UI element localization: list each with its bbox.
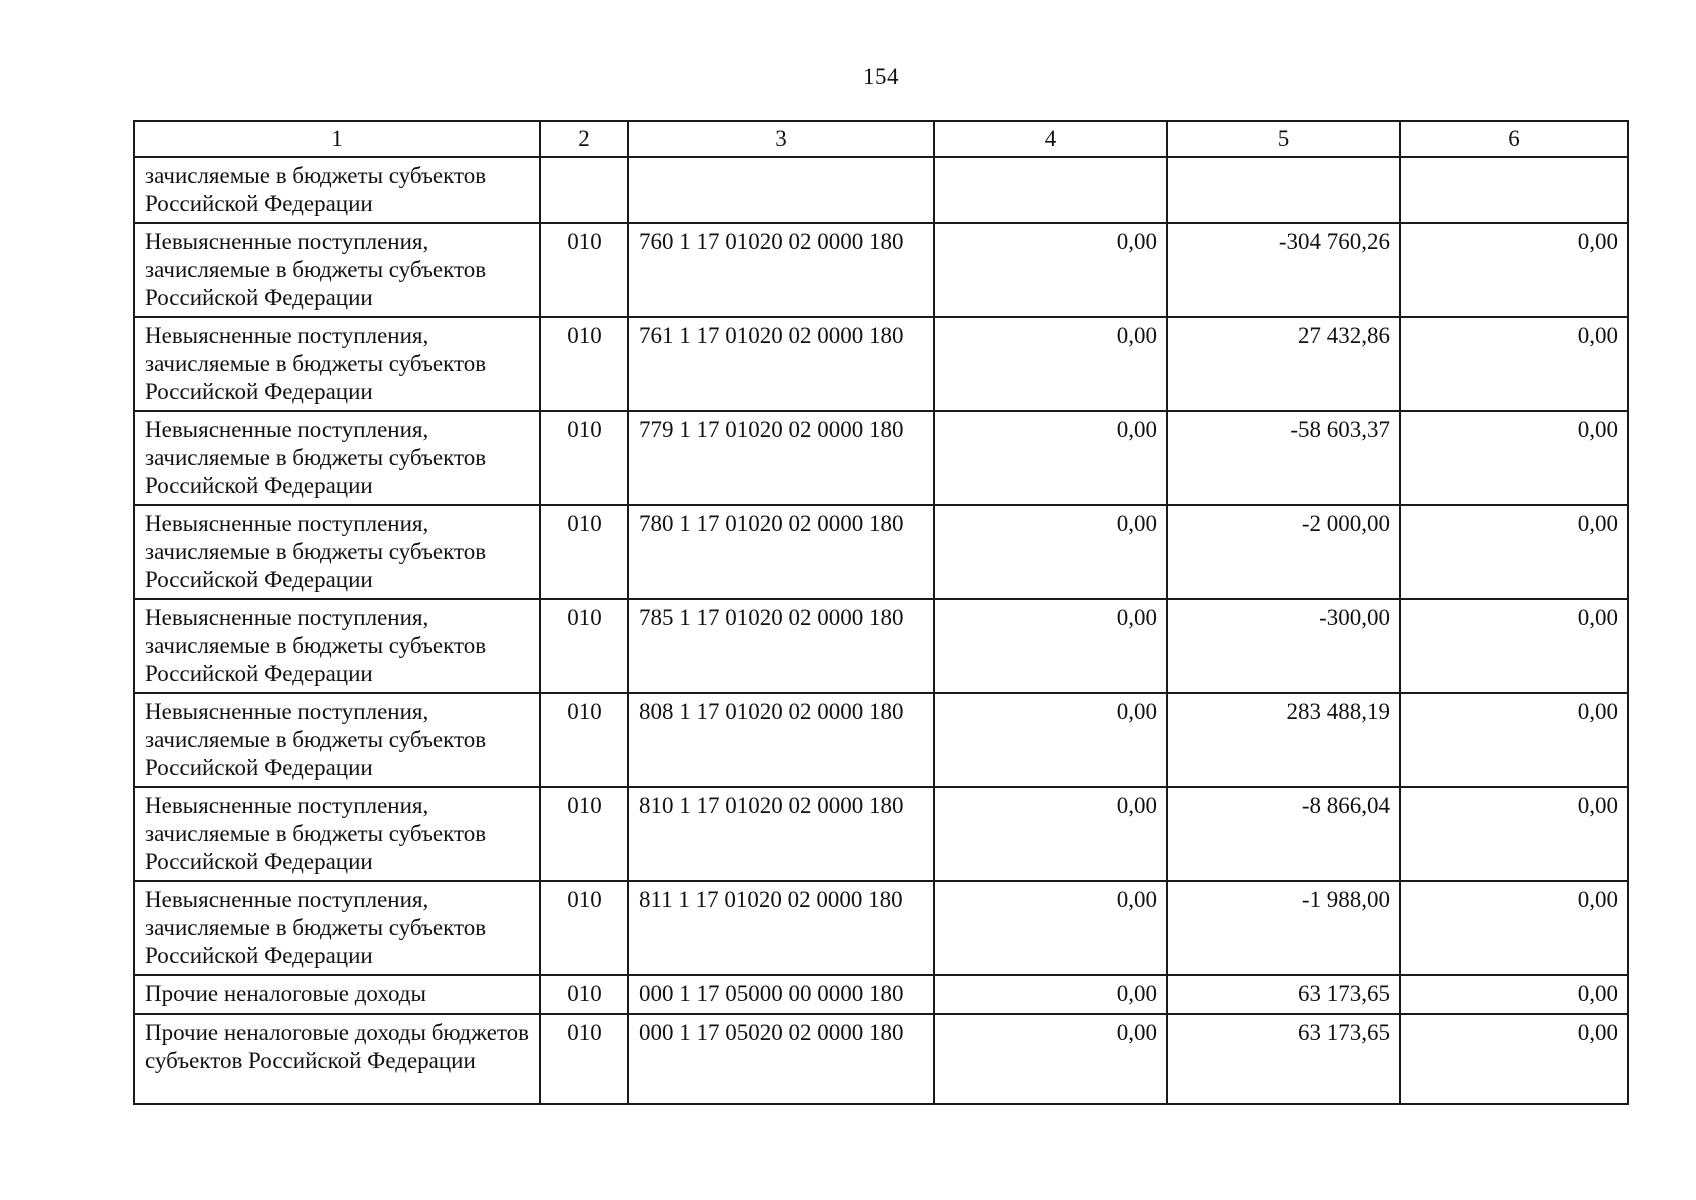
table-row xyxy=(134,693,1628,787)
value-col4-cell: 0,00 xyxy=(934,881,1167,975)
table-header-row xyxy=(134,121,1628,157)
budget-code-cell: 760 1 17 01020 02 0000 180 xyxy=(628,223,934,317)
revenue-table xyxy=(133,120,1629,1105)
row-name-cell: Невыясненные поступления, зачисляемые в бюджеты субъектов Российской Федерации xyxy=(134,317,540,411)
line-code-cell: 010 xyxy=(540,411,628,505)
value-col5-cell: 27 432,86 xyxy=(1167,317,1400,411)
value-col5-cell: -300,00 xyxy=(1167,599,1400,693)
value-col6-cell: 0,00 xyxy=(1400,1014,1628,1104)
column-header: 4 xyxy=(934,121,1167,157)
budget-code-cell: 761 1 17 01020 02 0000 180 xyxy=(628,317,934,411)
value-col5-cell: 63 173,65 xyxy=(1167,1014,1400,1104)
value-col5-cell: -58 603,37 xyxy=(1167,411,1400,505)
column-header: 5 xyxy=(1167,121,1400,157)
budget-code-cell: 000 1 17 05000 00 0000 180 xyxy=(628,975,934,1014)
column-header: 3 xyxy=(628,121,934,157)
line-code-cell: 010 xyxy=(540,881,628,975)
budget-code-cell: 810 1 17 01020 02 0000 180 xyxy=(628,787,934,881)
column-header: 1 xyxy=(134,121,540,157)
value-col6-cell: 0,00 xyxy=(1400,975,1628,1014)
table-row xyxy=(134,223,1628,317)
value-col5-cell: 63 173,65 xyxy=(1167,975,1400,1014)
value-col4-cell: 0,00 xyxy=(934,411,1167,505)
line-code-cell: 010 xyxy=(540,505,628,599)
row-name-cell: Невыясненные поступления, зачисляемые в бюджеты субъектов Российской Федерации xyxy=(134,693,540,787)
table-row xyxy=(134,787,1628,881)
table-row xyxy=(134,157,1628,223)
value-col6-cell: 0,00 xyxy=(1400,599,1628,693)
column-header: 6 xyxy=(1400,121,1628,157)
row-name-cell: Невыясненные поступления, зачисляемые в бюджеты субъектов Российской Федерации xyxy=(134,505,540,599)
line-code-cell: 010 xyxy=(540,975,628,1014)
row-name-cell: Прочие неналоговые доходы бюджетов субъектов Российской Федерации xyxy=(134,1014,540,1104)
line-code-cell: 010 xyxy=(540,1014,628,1104)
line-code-cell: 010 xyxy=(540,693,628,787)
row-name-cell: зачисляемые в бюджеты субъектов Российской Федерации xyxy=(134,157,540,223)
line-code-cell: 010 xyxy=(540,787,628,881)
value-col6-cell: 0,00 xyxy=(1400,411,1628,505)
budget-code-cell: 811 1 17 01020 02 0000 180 xyxy=(628,881,934,975)
line-code-cell: 010 xyxy=(540,599,628,693)
value-col5-cell: -304 760,26 xyxy=(1167,223,1400,317)
budget-code-cell: 808 1 17 01020 02 0000 180 xyxy=(628,693,934,787)
value-col4-cell: 0,00 xyxy=(934,1014,1167,1104)
line-code-cell xyxy=(540,157,628,223)
value-col6-cell: 0,00 xyxy=(1400,317,1628,411)
value-col5-cell: -8 866,04 xyxy=(1167,787,1400,881)
table-body xyxy=(134,121,1628,1104)
row-name-cell: Невыясненные поступления, зачисляемые в бюджеты субъектов Российской Федерации xyxy=(134,599,540,693)
line-code-cell: 010 xyxy=(540,317,628,411)
value-col4-cell: 0,00 xyxy=(934,317,1167,411)
budget-code-cell xyxy=(628,157,934,223)
value-col4-cell: 0,00 xyxy=(934,223,1167,317)
value-col6-cell: 0,00 xyxy=(1400,505,1628,599)
page-number: 154 xyxy=(863,64,899,89)
budget-code-cell: 785 1 17 01020 02 0000 180 xyxy=(628,599,934,693)
table-row xyxy=(134,317,1628,411)
table-row xyxy=(134,411,1628,505)
line-code-cell: 010 xyxy=(540,223,628,317)
value-col6-cell: 0,00 xyxy=(1400,881,1628,975)
value-col5-cell xyxy=(1167,157,1400,223)
value-col6-cell xyxy=(1400,157,1628,223)
row-name-cell: Невыясненные поступления, зачисляемые в бюджеты субъектов Российской Федерации xyxy=(134,223,540,317)
row-name-cell: Невыясненные поступления, зачисляемые в бюджеты субъектов Российской Федерации xyxy=(134,881,540,975)
table-row xyxy=(134,1014,1628,1104)
value-col5-cell: -1 988,00 xyxy=(1167,881,1400,975)
value-col6-cell: 0,00 xyxy=(1400,223,1628,317)
value-col4-cell: 0,00 xyxy=(934,599,1167,693)
budget-code-cell: 780 1 17 01020 02 0000 180 xyxy=(628,505,934,599)
table-row xyxy=(134,881,1628,975)
value-col4-cell: 0,00 xyxy=(934,505,1167,599)
budget-code-cell: 779 1 17 01020 02 0000 180 xyxy=(628,411,934,505)
column-header: 2 xyxy=(540,121,628,157)
value-col6-cell: 0,00 xyxy=(1400,693,1628,787)
table-row xyxy=(134,599,1628,693)
value-col4-cell: 0,00 xyxy=(934,975,1167,1014)
value-col5-cell: 283 488,19 xyxy=(1167,693,1400,787)
value-col6-cell: 0,00 xyxy=(1400,787,1628,881)
table-row xyxy=(134,975,1628,1014)
row-name-cell: Прочие неналоговые доходы xyxy=(134,975,540,1014)
row-name-cell: Невыясненные поступления, зачисляемые в бюджеты субъектов Российской Федерации xyxy=(134,411,540,505)
value-col4-cell: 0,00 xyxy=(934,787,1167,881)
value-col4-cell xyxy=(934,157,1167,223)
row-name-cell: Невыясненные поступления, зачисляемые в бюджеты субъектов Российской Федерации xyxy=(134,787,540,881)
value-col4-cell: 0,00 xyxy=(934,693,1167,787)
value-col5-cell: -2 000,00 xyxy=(1167,505,1400,599)
table-row xyxy=(134,505,1628,599)
budget-code-cell: 000 1 17 05020 02 0000 180 xyxy=(628,1014,934,1104)
